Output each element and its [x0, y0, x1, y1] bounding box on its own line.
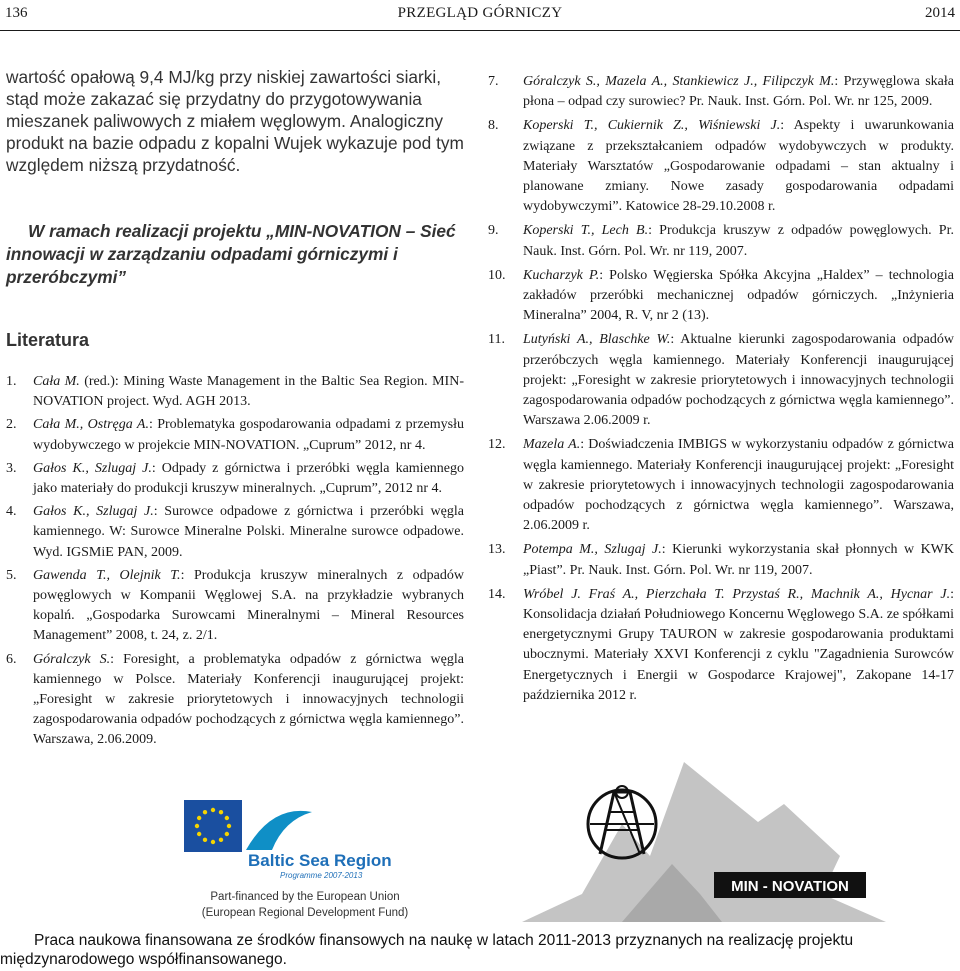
wave-emblem [246, 811, 312, 850]
reference-number: 14. [488, 586, 506, 602]
reference-item [6, 459, 464, 499]
eu-star [203, 810, 207, 814]
reference-text: : Aktualne kierunki zagospodarowania odpadów przeróbczych węgla kamiennego. Materiały Konferencji inaugurującej projekt: „Foresight w zakresie priorytetowych i innowacyjnych technologii zagospodarowania odpadów pochodzących z górnictwa węgla kamiennego”. Warszawa 2.06.2009 r. [523, 332, 954, 429]
reference-text: : Polsko Węgierska Spółka Akcyjna „Haldex” – technologia zakładów przeróbki mechanicznej odpadów górniczych. „Inżynieria Mineralna” 2004, R. V, nr 2 (13). [523, 267, 955, 324]
reference-authors: Góralczyk S. [33, 651, 111, 667]
reference-list-right [488, 72, 954, 706]
reference-number: 10. [488, 267, 506, 283]
reference-item [6, 502, 464, 563]
reference-item [488, 585, 954, 706]
reference-number: 11. [488, 332, 505, 348]
eu-star [203, 838, 207, 842]
journal-title: PRZEGLĄD GÓRNICZY [397, 5, 563, 21]
reference-authors: Cała M., Ostręga A. [33, 417, 149, 433]
reference-authors: Cała M. [33, 374, 80, 389]
reference-item [488, 116, 954, 217]
left-column [6, 66, 464, 754]
reference-number: 13. [488, 542, 506, 558]
eu-star [227, 824, 231, 828]
reference-authors: Gawenda T., Olejnik T. [33, 567, 181, 583]
reference-item [488, 540, 954, 580]
reference-number: 6. [6, 651, 17, 667]
reference-item [6, 566, 464, 647]
reference-number: 2. [6, 417, 17, 433]
reference-number: 4. [6, 504, 17, 520]
reference-number: 3. [6, 460, 17, 476]
reference-text: : Przywęglowa skała płona – odpad czy surowiec? Pr. Nauk. Inst. Górn. Pol. Wr. nr 125, 2009. [523, 74, 954, 110]
reference-number: 5. [6, 567, 17, 583]
reference-item [488, 435, 954, 536]
reference-item [488, 221, 954, 261]
project-statement: W ramach realizacji projektu „MIN-NOVATION – Sieć innowacji w zarządzaniu odpadami górniczymi i przeróbczymi” [6, 221, 456, 287]
reference-text: : Doświadczenia IMBIGS w wykorzystaniu odpadów z górnictwa węgla kamiennego. Materiały Konferencji inaugurującej projekt: „Foresight w zakresie priorytetowych i innowacyjnych technologii zagospodarowania odpadów pochodzących z górnictwa węgla kamiennego”. Warszawa, 2.06.2009 r. [523, 437, 954, 534]
min-novation-label: MIN - NOVATION [731, 878, 849, 895]
reference-text: : Aspekty i uwarunkowania związane z przekształcaniem odpadów wydobywczych w produkty. Materiały Warsztatów „Gospodarowanie odpadami – stan aktualny i planowane zmiany. Nowe zasady gospodarowania odpadami wydobywczymi”. Katowice 28-29.10.2008 r. [523, 118, 954, 215]
reference-authors: Kucharzyk P. [523, 267, 600, 283]
page-header [0, 0, 960, 32]
reference-number: 12. [488, 437, 506, 453]
reference-authors: Gałos K., Szlugaj J. [33, 460, 152, 476]
header-rule [0, 30, 960, 31]
reference-item [6, 650, 464, 751]
eu-star [211, 808, 215, 812]
eu-star [197, 832, 201, 836]
eu-star [225, 816, 229, 820]
eu-star [197, 816, 201, 820]
intro-paragraph: wartość opałową 9,4 MJ/kg przy niskiej zawartości siarki, stąd może zakazać się przydatny do przygotowywania mieszanek paliwowych z miałem węglowym. Analogiczny produkt na bazie odpadu z kopalni Wujek wykazuje pod tym względem niższą przydatność. [6, 67, 464, 175]
reference-text: : Konsolidacja działań Południowego Koncernu Węglowego S.A. ze spółkami energetycznymi Grupy TAURON w zakresie gospodarowania produktami ubocznymi. Materiały XXVI Konferencji z cyklu "Zagadnienia Surowców Energetycznych i Energii w Gospodarce Krajowej", Zakopane 14-17 października 2012 r. [523, 586, 954, 703]
eu-star [225, 832, 229, 836]
reference-authors: Góralczyk S., Mazela A., Stankiewicz J., Filipczyk M. [523, 74, 835, 89]
reference-text: : Odpady z górnictwa i przeróbki węgla kamiennego jako materiały do produkcji kruszyw mineralnych. „Cuprum”, 2012 nr 4. [33, 460, 464, 497]
eu-caption-line2: (European Regional Development Fund) [201, 907, 409, 919]
right-column [488, 72, 954, 710]
baltic-sea-region-logo [180, 798, 430, 948]
reference-item [488, 266, 954, 327]
reference-authors: Koperski T., Cukiernik Z., Wiśniewski J. [523, 118, 781, 134]
reference-item [6, 415, 464, 455]
reference-item [488, 72, 954, 112]
funding-note: Praca naukowa finansowana ze środków finansowych na naukę w latach 2011-2013 przyznanych na realizację projektu międzynarodowego współfinansowanego. [0, 932, 854, 968]
logos-area [0, 740, 960, 920]
reference-text: : Kierunki wykorzystania skał płonnych w KWK „Piast”. Pr. Nauk. Inst. Górn. Pol. Wr. nr 119, 2007. [523, 542, 954, 578]
eu-flag [184, 800, 242, 852]
eu-star [211, 840, 215, 844]
page-number: 136 [5, 5, 28, 21]
reference-text: : Foresight, a problematyka odpadów z górnictwa węgla kamiennego w Polsce. Materiały Konferencji inaugurującej projekt: „Foresight w zakresie priorytetowych i innowacyjnych technologii zagospodarowania odpadów pochodzących z górnictwa węgla kamiennego”. Warszawa, 2.06.2009. [33, 651, 464, 748]
reference-list-left [6, 372, 464, 751]
reference-number: 7. [488, 74, 499, 89]
eu-caption-line1: Part-financed by the European Union [210, 891, 400, 903]
reference-authors: Koperski T., Lech B. [523, 223, 649, 239]
reference-text: : Produkcja kruszyw z odpadów powęglowych. Pr. Nauk. Inst. Górn. Pol. Wr. nr 119, 2007. [523, 223, 954, 259]
reference-authors: Mazela A. [523, 437, 581, 453]
min-novation-logo [522, 744, 960, 924]
reference-text: (red.): Mining Waste Management in the Baltic Sea Region. MIN-NOVATION project. Wyd. AGH 2013. [33, 374, 464, 410]
eu-star [219, 838, 223, 842]
programme-period: Programme 2007-2013 [280, 871, 363, 880]
eu-star [195, 824, 199, 828]
reference-text: : Problematyka gospodarowania odpadami z przemysłu wydobywczego w projekcie MIN-NOVATION. „Cuprum” 2012, nr 4. [33, 417, 464, 453]
reference-item [488, 330, 954, 431]
reference-item [6, 372, 464, 412]
publication-year: 2014 [925, 5, 955, 21]
reference-number: 1. [6, 374, 17, 389]
reference-authors: Gałos K., Szlugaj J. [33, 504, 154, 520]
reference-authors: Potempa M., Szlugaj J. [523, 542, 662, 558]
reference-authors: Lutyński A., Blaschke W. [523, 332, 671, 348]
eu-star [219, 810, 223, 814]
reference-number: 9. [488, 223, 499, 239]
reference-number: 8. [488, 118, 499, 134]
baltic-region-title: Baltic Sea Region [248, 851, 392, 870]
reference-text: : Produkcja kruszyw mineralnych z odpadów powęglowych w Kompanii Węglowej S.A. na przykładzie wybranych kopalń. „Gospodarka Surowcami Mineralnymi – Mineral Resources Management” 2008, t. 24, z. 2/1. [33, 567, 464, 644]
literature-heading: Literatura [6, 330, 90, 350]
reference-text: : Surowce odpadowe z górnictwa i przeróbki węgla kamiennego. W: Surowce Mineralne Polski. Mineralne surowce odpadowe. Wyd. IGSMiE PAN, 2009. [33, 504, 464, 560]
reference-authors: Wróbel J. Fraś A., Pierzchała T. Przystaś R., Machnik A., Hycnar J. [523, 586, 951, 602]
